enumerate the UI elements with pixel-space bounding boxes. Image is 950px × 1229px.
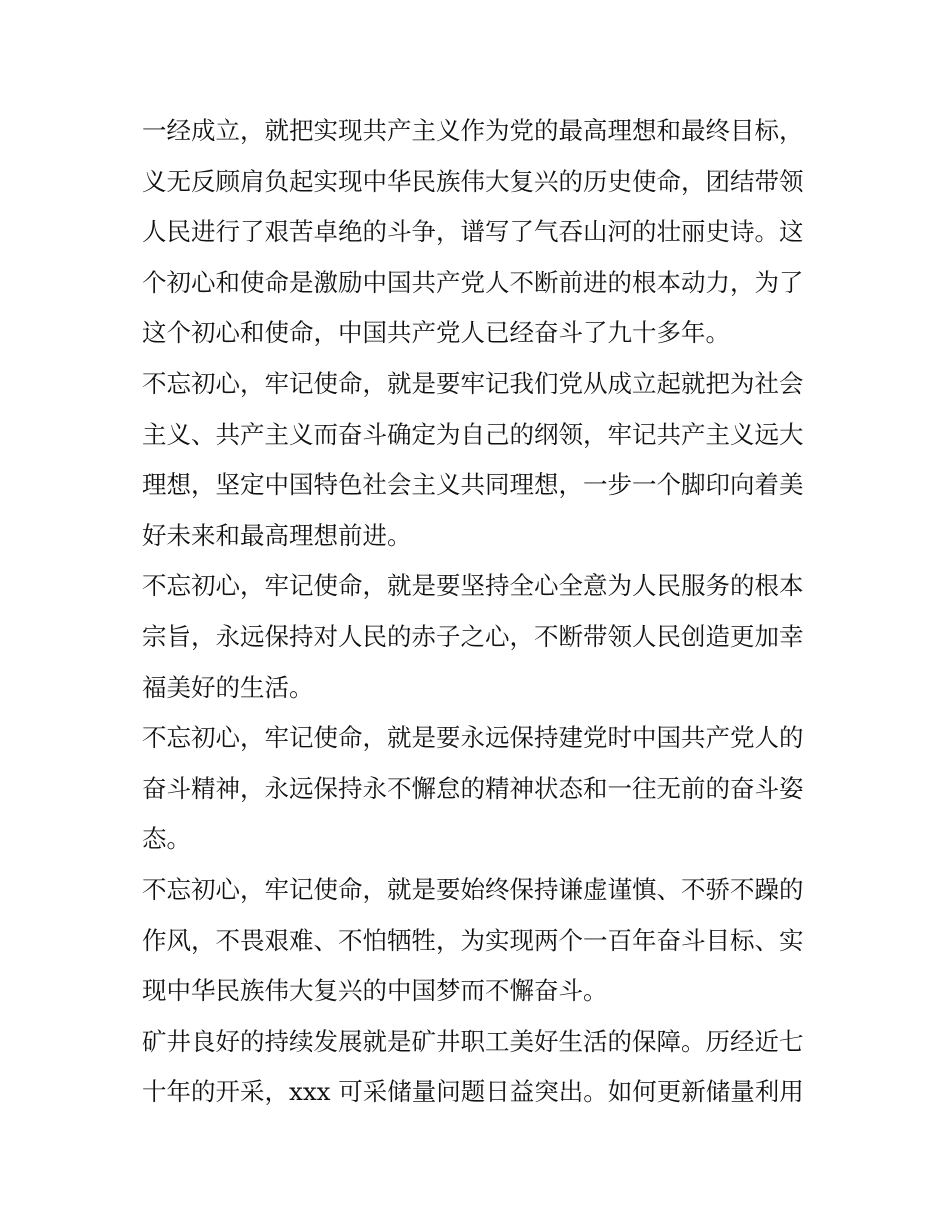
text-line: 不忘初心，牢记使命，就是要永远保持建党时中国共产党人的 — [142, 723, 804, 753]
text-line: 不忘初心，牢记使命，就是要始终保持谦虚谨慎、不骄不躁的 — [142, 874, 804, 904]
text-line: 态。 — [142, 824, 191, 854]
text-line: 不忘初心，牢记使命，就是要牢记我们党从成立起就把为社会 — [142, 368, 804, 398]
text-line: 宗旨，永远保持对人民的赤子之心，不断带领人民创造更加幸 — [142, 621, 804, 651]
text-line: 好未来和最高理想前进。 — [142, 520, 412, 550]
text-line: 一经成立，就把实现共产主义作为党的最高理想和最终目标， — [142, 116, 804, 145]
text-line: 理想，坚定中国特色社会主义共同理想，一步一个脚印向着美 — [142, 470, 804, 500]
text-line: 奋斗精神，永远保持永不懈怠的精神状态和一往无前的奋斗姿 — [142, 773, 804, 803]
text-line: 作风，不畏艰难、不怕牺牲，为实现两个一百年奋斗目标、实 — [142, 925, 804, 955]
body-text — [142, 106, 822, 1118]
text-line: 不忘初心，牢记使命，就是要坚持全心全意为人民服务的根本 — [142, 571, 804, 601]
text-line: 义无反顾肩负起实现中华民族伟大复兴的历史使命，团结带领 — [142, 166, 804, 196]
text-line: 人民进行了艰苦卓绝的斗争，谱写了气吞山河的壮丽史诗。这 — [142, 217, 804, 247]
text-line: 十年的开采，xxx 可采储量问题日益突出。如何更新储量利用 — [142, 1077, 804, 1107]
text-line: 矿井良好的持续发展就是矿井职工美好生活的保障。历经近七 — [142, 1026, 804, 1056]
text-line: 主义、共产主义而奋斗确定为自己的纲领，牢记共产主义远大 — [142, 419, 804, 449]
text-line: 福美好的生活。 — [142, 672, 314, 702]
text-line: 这个初心和使命，中国共产党人已经奋斗了九十多年。 — [142, 318, 730, 348]
text-line: 个初心和使命是激励中国共产党人不断前进的根本动力，为了 — [142, 267, 804, 297]
text-line: 现中华民族伟大复兴的中国梦而不懈奋斗。 — [142, 976, 608, 1006]
